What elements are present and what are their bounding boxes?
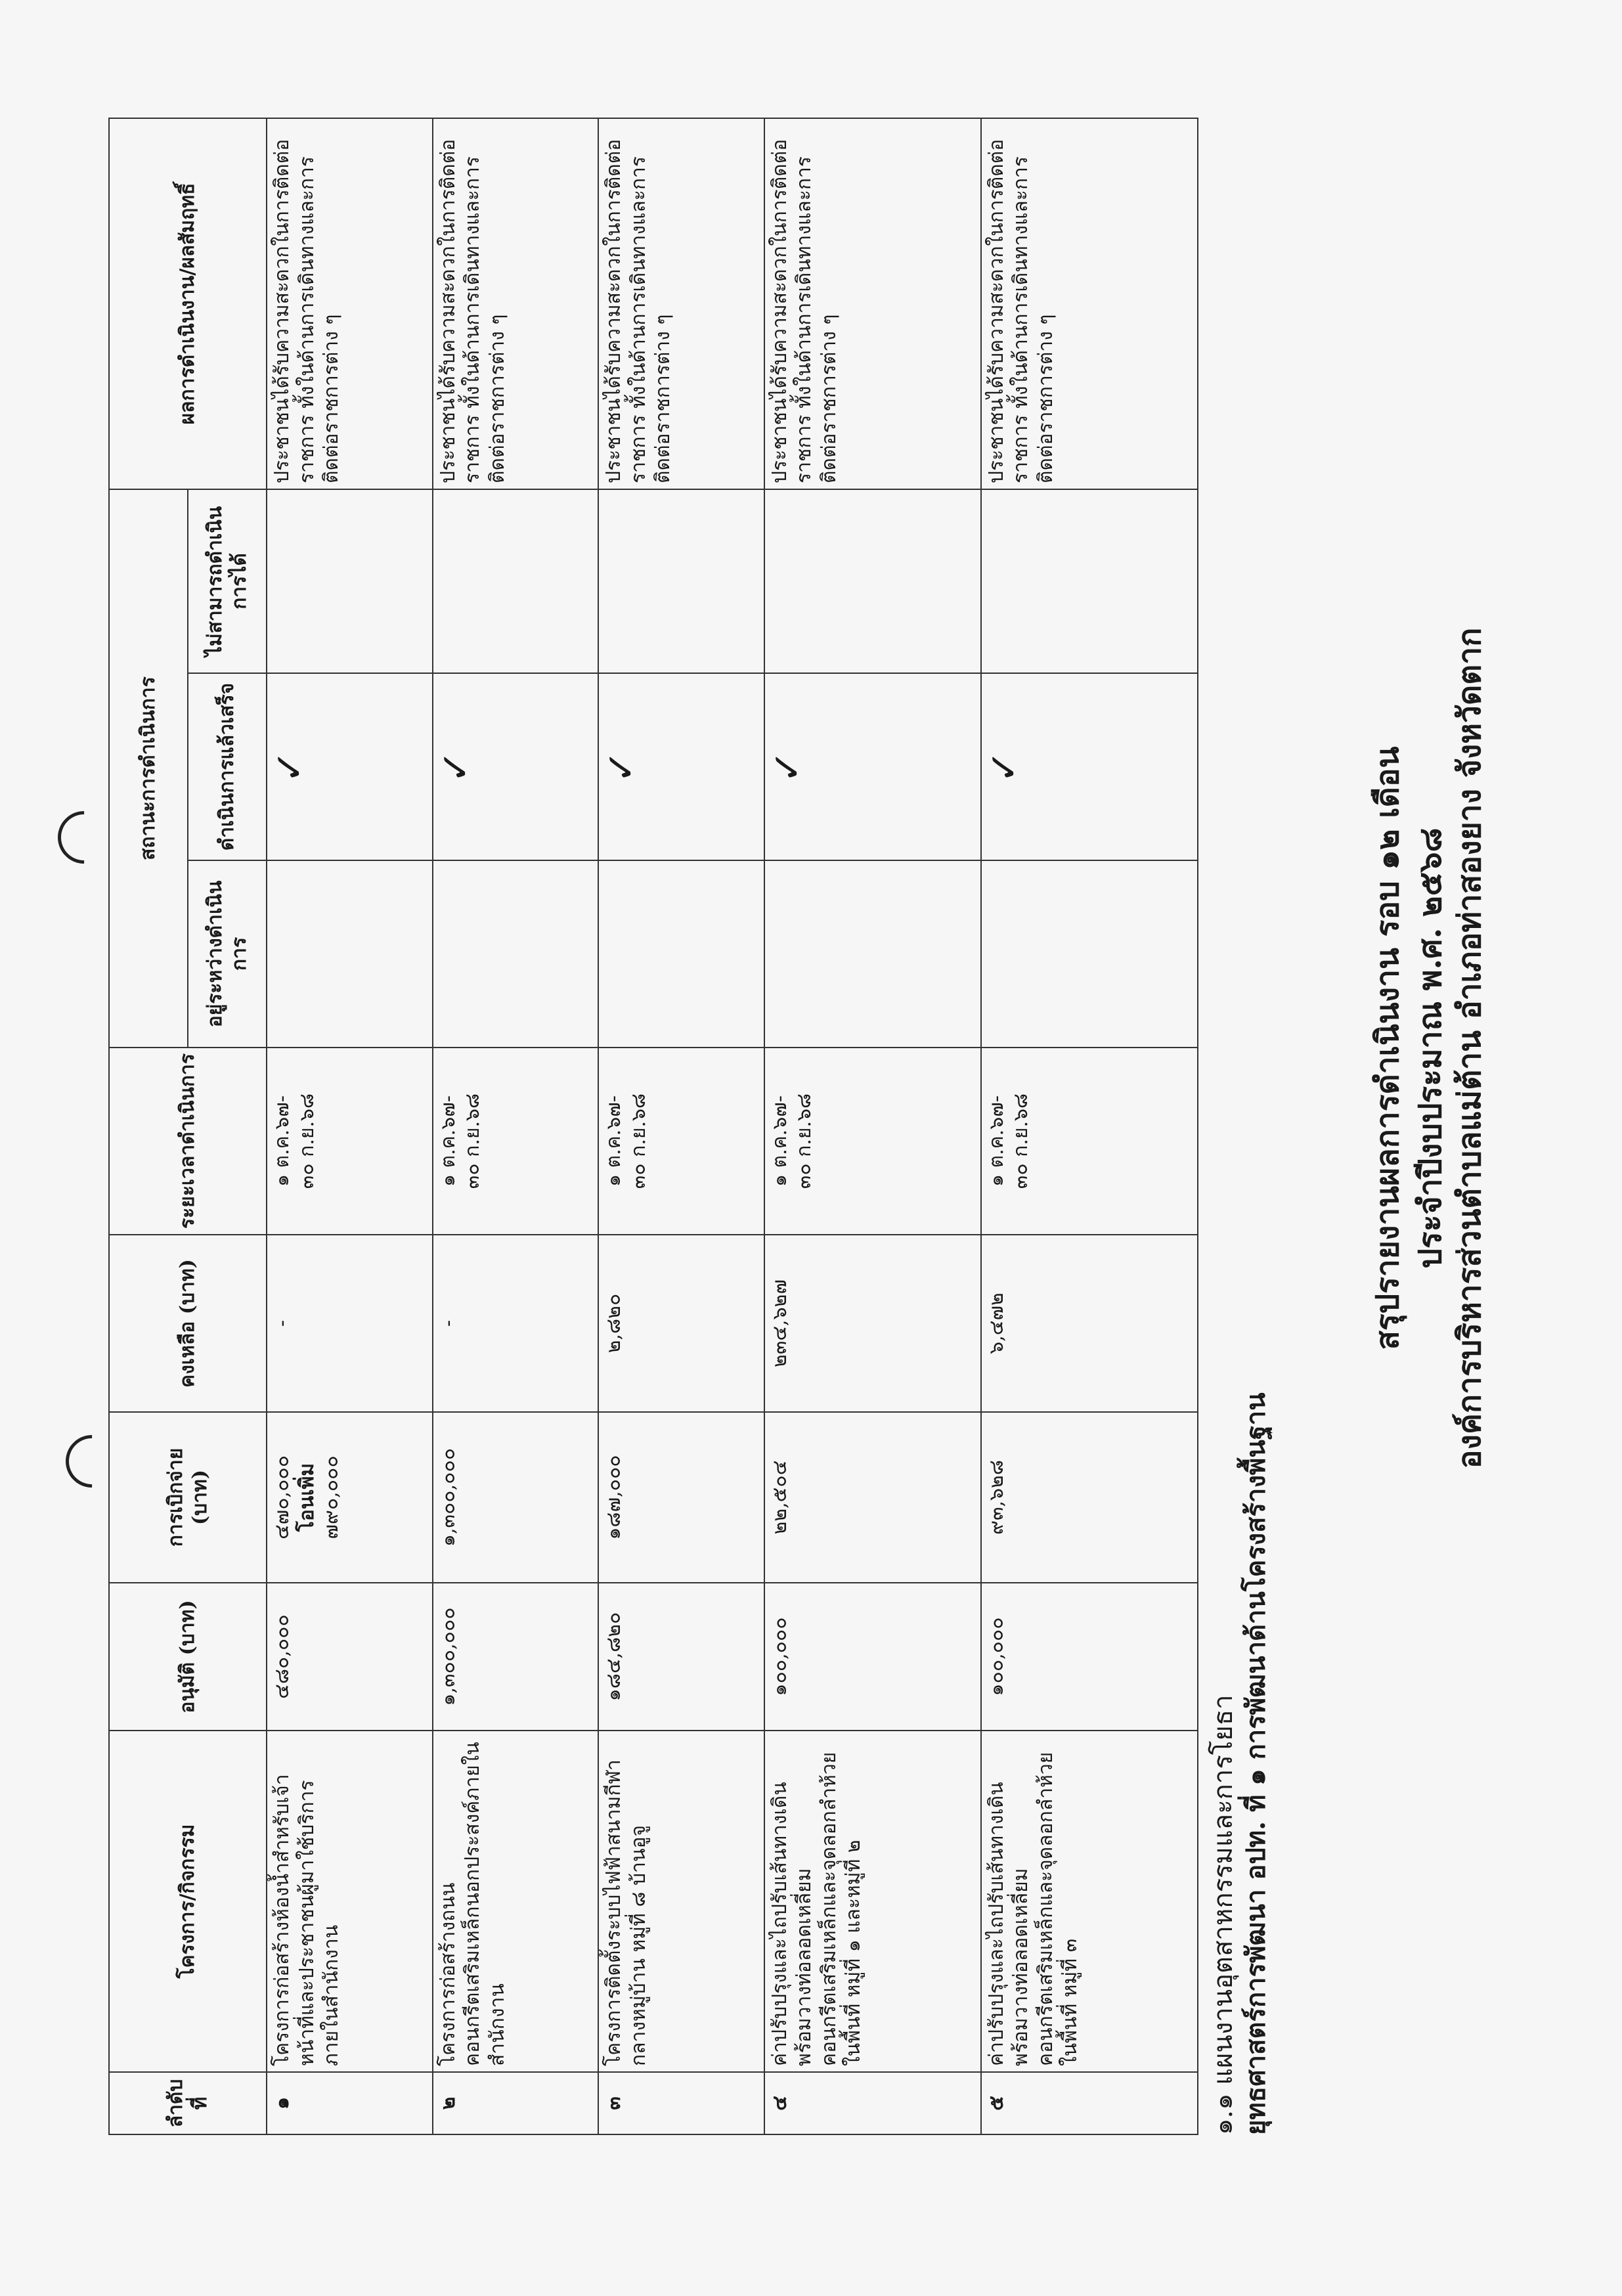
col-no: ลำดับที่ [109,2072,267,2134]
spent-extra: ๗๙๐,๐๐๐ [320,1455,343,1539]
period-end: ๓๐ ก.ย.๖๘ [461,1093,485,1189]
col-period: ระยะเวลาดำเนินการ [109,1048,267,1235]
row-approved: ๑๐๐,๐๐๐ [981,1583,1198,1731]
row-period [981,1048,1198,1235]
row-project: โครงการติดตั้งระบบไฟฟ้าสนามกีฬากลางหมู่บ้าน หมู่ที่ ๘ บ้านอูจู [598,1731,764,2072]
col-spent: การเบิกจ่าย (บาท) [109,1412,267,1583]
period-end: ๓๐ ก.ย.๖๘ [626,1093,650,1189]
title-line-2: ประจำปีงบประมาณ พ.ศ. ๒๕๖๘ [1412,828,1449,1269]
period-start: ๑ ต.ค.๖๗- [271,1095,294,1187]
period-start: ๑ ต.ค.๖๗- [984,1095,1008,1187]
row-period [433,1048,599,1235]
row-no: ๑ [267,2072,433,2134]
period-start: ๑ ต.ค.๖๗- [602,1095,626,1187]
row-status-done [598,673,764,860]
period-start: ๑ ต.ค.๖๗- [436,1095,460,1187]
spent-value: ๑๘๗,๐๐๐ [602,1455,626,1540]
period-start: ๑ ต.ค.๖๗- [768,1095,791,1187]
strategy-heading: ยุทธศาสตร์การพัฒนา อปท. ที่ ๑ การพัฒนาด้านโครงสร้างพื้นฐาน [1240,1392,1271,2135]
row-status-done [267,673,433,860]
row-project: โครงการก่อสร้างถนนคอนกรีตเสริมเหล็กนอกประสงค์ภายในสำนักงาน [433,1731,599,2072]
col-status-ongoing: อยู่ระหว่างดำเนินการ [188,860,267,1048]
row-spent [433,1412,599,1583]
col-status-done: ดำเนินการแล้วเสร็จ [188,673,267,860]
row-status-ongoing [433,860,599,1048]
row-remaining: - [433,1235,599,1412]
spent-value: ๔๗๐,๐๐๐ [271,1455,294,1540]
check-icon: ✓ [980,750,1027,784]
row-status-unable [598,489,764,673]
row-status-done [433,673,599,860]
period-end: ๓๐ ก.ย.๖๘ [793,1093,816,1189]
row-period [598,1048,764,1235]
row-no: ๓ [598,2072,764,2134]
row-remaining: - [267,1235,433,1412]
row-status-ongoing [764,860,981,1048]
row-approved: ๑๐๐,๐๐๐ [764,1583,981,1731]
row-no: ๒ [433,2072,599,2134]
row-spent [267,1412,433,1583]
col-status-unable: ไม่สามารถดำเนินการได้ [188,489,267,673]
row-project: โครงการก่อสร้างห้องน้ำสำหรับเจ้าหน้าที่และประชาชนผู้มาใช้บริการภายในสำนักงาน [267,1731,433,2072]
title-line-3: องค์การบริหารส่วนตำบลแม่ต้าน อำเภอท่าสองยาง จังหวัดตาก [1451,627,1488,1469]
table-row [981,118,1198,2134]
spent-value: ๒๒,๕๐๔ [768,1460,791,1535]
check-icon: ✓ [764,750,810,784]
check-icon: ✓ [267,750,313,784]
row-status-done [981,673,1198,860]
row-status-done [764,673,981,860]
table-row [433,118,599,2134]
spent-value: ๑,๓๐๐,๐๐๐ [436,1447,460,1547]
row-status-unable [433,489,599,673]
row-approved: ๑,๓๐๐,๐๐๐ [433,1583,599,1731]
period-end: ๓๐ ก.ย.๖๘ [295,1093,318,1189]
row-status-ongoing [981,860,1198,1048]
row-spent [764,1412,981,1583]
title-line-1: สรุปรายงานผลการดำเนินงาน รอบ ๑๒ เดือน [1369,746,1406,1350]
period-end: ๓๐ ก.ย.๖๘ [1009,1093,1033,1189]
check-icon: ✓ [432,750,479,784]
row-no: ๔ [764,2072,981,2134]
col-approved: อนุมัติ (บาท) [109,1583,267,1731]
row-status-ongoing [267,860,433,1048]
row-result: ประชาชนได้รับความสะดวกในการติดต่อราชการ ทั้งในด้านการเดินทางและการติดต่อราชการต่าง ๆ [764,118,981,489]
row-remaining: ๒๓๔,๖๒๗ [764,1235,981,1412]
row-no: ๕ [981,2072,1198,2134]
col-remaining: คงเหลือ (บาท) [109,1235,267,1412]
plan-heading: ๑.๑ แผนงานอุตสาหกรรมและการโยธา [1208,1694,1238,2135]
row-period [267,1048,433,1235]
col-project: โครงการ/กิจกรรม [109,1731,267,2072]
table-row [764,118,981,2134]
header-row-1 [109,118,188,2134]
table-row [267,118,433,2134]
row-result: ประชาชนได้รับความสะดวกในการติดต่อราชการ ทั้งในด้านการเดินทางและการติดต่อราชการต่าง ๆ [981,118,1198,489]
row-project: ค่าปรับปรุงและไถปรับเส้นทางเดินพร้อมวางท่อลอดเหลี่ยมคอนกรีตเสริมเหล็กและจุดลอกลำห้วยในพื้นที่ หมู่ที่ ๓ [981,1731,1198,2072]
row-result: ประชาชนได้รับความสะดวกในการติดต่อราชการ ทั้งในด้านการเดินทางและการติดต่อราชการต่าง ๆ [267,118,433,489]
table-row [598,118,764,2134]
row-status-unable [267,489,433,673]
row-status-ongoing [598,860,764,1048]
row-approved: ๑๘๔,๘๒๐ [598,1583,764,1731]
row-status-unable [764,489,981,673]
row-remaining: ๒,๘๒๐ [598,1235,764,1412]
row-approved: ๔๘๐,๐๐๐ [267,1583,433,1731]
col-result: ผลการดำเนินงาน/ผลสัมฤทธิ์ [109,118,267,489]
row-spent [981,1412,1198,1583]
project-table [108,118,1198,2135]
check-icon: ✓ [598,750,645,784]
row-remaining: ๖,๔๗๒ [981,1235,1198,1412]
row-status-unable [981,489,1198,673]
row-period [764,1048,981,1235]
row-result: ประชาชนได้รับความสะดวกในการติดต่อราชการ ทั้งในด้านการเดินทางและการติดต่อราชการต่าง ๆ [598,118,764,489]
col-status: สถานะการดำเนินการ [109,489,188,1048]
spent-value: ๙๓,๖๒๘ [984,1460,1008,1535]
row-result: ประชาชนได้รับความสะดวกในการติดต่อราชการ ทั้งในด้านการเดินทางและการติดต่อราชการต่าง ๆ [433,118,599,489]
spent-note: โอนเพิ่ม [295,1463,318,1532]
row-spent [598,1412,764,1583]
row-project: ค่าปรับปรุงและไถปรับเส้นทางเดินพร้อมวางท่อลอดเหลี่ยมคอนกรีตเสริมเหล็กและจุดลอกลำห้วยในพื้นที่ หมู่ที่ ๑ และหมู่ที่ ๒ [764,1731,981,2072]
report-org [1445,391,1495,1705]
